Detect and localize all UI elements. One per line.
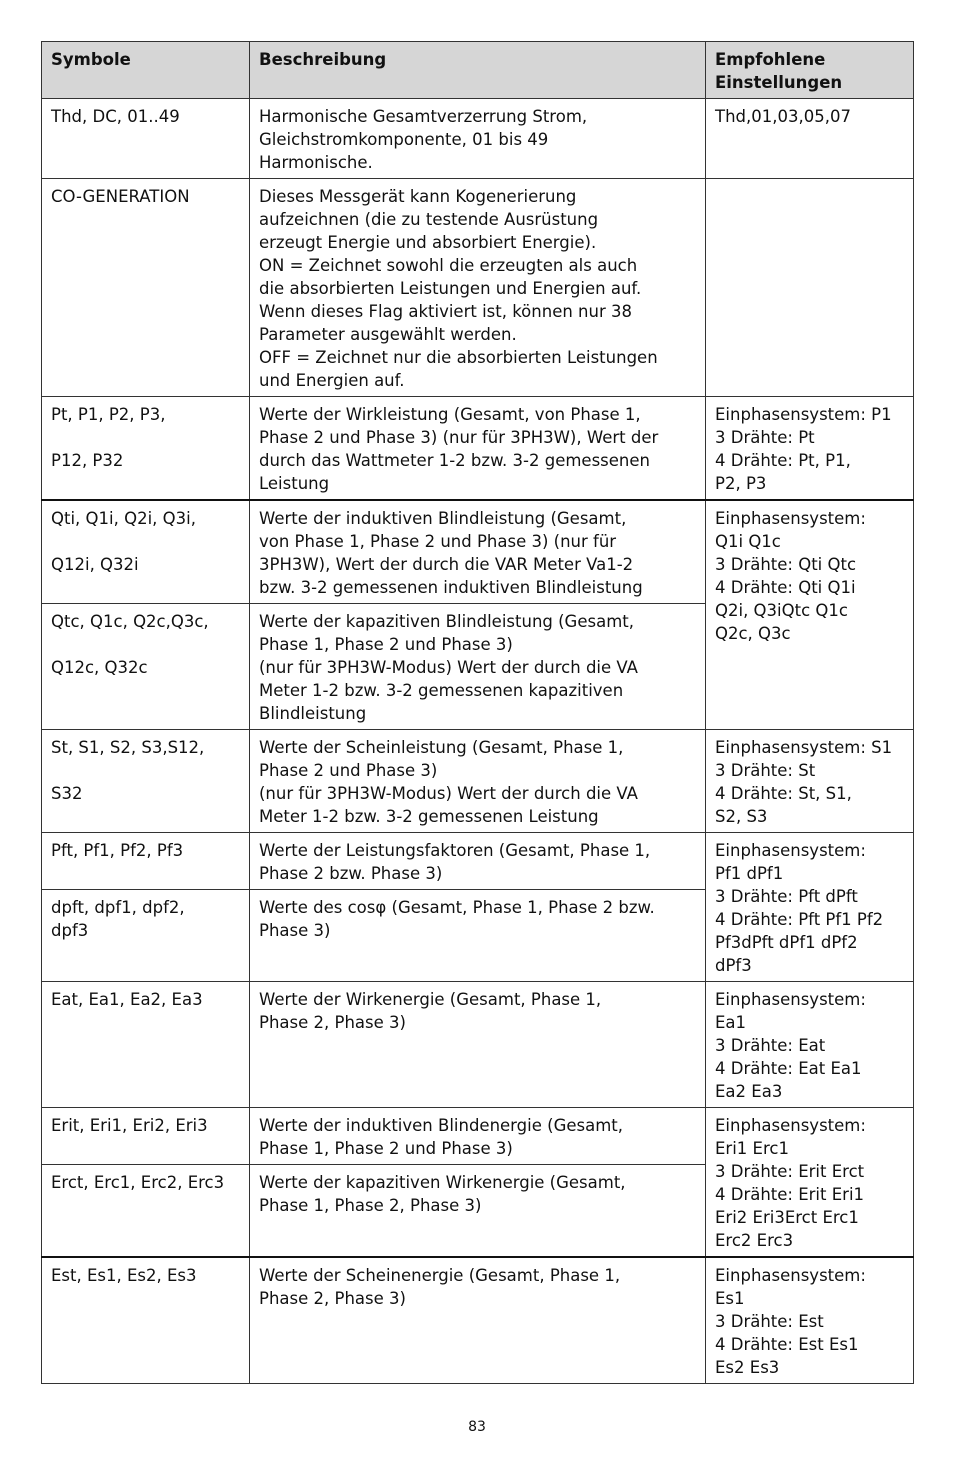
symbol-cell: Pt, P1, P2, P3, P12, P32: [42, 397, 250, 501]
table-row: [42, 99, 914, 179]
table-row: [42, 500, 914, 604]
symbol-cell: Eat, Ea1, Ea2, Ea3: [42, 982, 250, 1108]
parameter-table: [41, 41, 914, 1384]
table-row: [42, 1257, 914, 1384]
settings-cell: Thd,01,03,05,07: [706, 99, 914, 179]
table-row: [42, 397, 914, 501]
settings-cell: Einphasensystem: S1 3 Drähte: St 4 Drähte: St, S1, S2, S3: [706, 730, 914, 833]
page-number: 83: [468, 1419, 486, 1435]
description-cell: Werte der induktiven Blindleistung (Gesamt, von Phase 1, Phase 2 und Phase 3) (nur für 3PH3W), Wert der durch die VAR Meter Va1-2 bzw. 3-2 gemessenen induktiven Blindleistung: [250, 500, 706, 604]
description-cell: Dieses Messgerät kann Kogenerierung aufzeichnen (die zu testende Ausrüstung erzeugt Energie und absorbiert Energie). ON = Zeichnet sowohl die erzeugten als auch die absorbierten Leistungen und Energien auf. Wenn dieses Flag aktiviert ist, können nur 38 Parameter ausgewählt werden. OFF = Zeichnet nur die absorbierten Leistungen und Energien auf.: [250, 179, 706, 397]
table-header-row: [42, 42, 914, 99]
symbol-cell: Thd, DC, 01..49: [42, 99, 250, 179]
settings-cell: [706, 179, 914, 397]
table-row: [42, 179, 914, 397]
description-cell: Werte der Leistungsfaktoren (Gesamt, Phase 1, Phase 2 bzw. Phase 3): [250, 833, 706, 890]
symbol-cell: Qtc, Q1c, Q2c,Q3c, Q12c, Q32c: [42, 604, 250, 730]
description-cell: Werte der Scheinleistung (Gesamt, Phase 1, Phase 2 und Phase 3) (nur für 3PH3W-Modus) Wert der durch die VA Meter 1-2 bzw. 3-2 gemessenen Leistung: [250, 730, 706, 833]
symbol-cell: Est, Es1, Es2, Es3: [42, 1257, 250, 1384]
description-cell: Werte des cosφ (Gesamt, Phase 1, Phase 2 bzw. Phase 3): [250, 890, 706, 982]
header-symbole: Symbole: [42, 42, 250, 99]
description-cell: Werte der Wirkleistung (Gesamt, von Phase 1, Phase 2 und Phase 3) (nur für 3PH3W), Wert der durch das Wattmeter 1-2 bzw. 3-2 gemessenen Leistung: [250, 397, 706, 501]
description-cell: Werte der Wirkenergie (Gesamt, Phase 1, Phase 2, Phase 3): [250, 982, 706, 1108]
description-cell: Werte der kapazitiven Wirkenergie (Gesamt, Phase 1, Phase 2, Phase 3): [250, 1165, 706, 1257]
table-row: [42, 730, 914, 833]
symbol-cell: Erit, Eri1, Eri2, Eri3: [42, 1108, 250, 1165]
settings-cell: Einphasensystem: Q1i Q1c 3 Drähte: Qti Qtc 4 Drähte: Qti Q1i Q2i, Q3iQtc Q1c Q2c, Q3c: [706, 500, 914, 730]
symbol-cell: CO-GENERATION: [42, 179, 250, 397]
symbol-cell: Qti, Q1i, Q2i, Q3i, Q12i, Q32i: [42, 500, 250, 604]
table-row: [42, 1108, 914, 1165]
description-cell: Werte der Scheinenergie (Gesamt, Phase 1, Phase 2, Phase 3): [250, 1257, 706, 1384]
symbol-cell: dpft, dpf1, dpf2, dpf3: [42, 890, 250, 982]
header-beschreibung: Beschreibung: [250, 42, 706, 99]
description-cell: Werte der induktiven Blindenergie (Gesamt, Phase 1, Phase 2 und Phase 3): [250, 1108, 706, 1165]
description-cell: Werte der kapazitiven Blindleistung (Gesamt, Phase 1, Phase 2 und Phase 3) (nur für 3PH3W-Modus) Wert der durch die VA Meter 1-2 bzw. 3-2 gemessenen kapazitiven Blindleistung: [250, 604, 706, 730]
settings-cell: Einphasensystem: Es1 3 Drähte: Est 4 Drähte: Est Es1 Es2 Es3: [706, 1257, 914, 1384]
table-row: [42, 833, 914, 890]
settings-cell: Einphasensystem: Pf1 dPf1 3 Drähte: Pft dPft 4 Drähte: Pft Pf1 Pf2 Pf3dPft dPf1 dPf2 dPf3: [706, 833, 914, 982]
symbol-cell: Pft, Pf1, Pf2, Pf3: [42, 833, 250, 890]
symbol-cell: St, S1, S2, S3,S12, S32: [42, 730, 250, 833]
table-row: [42, 982, 914, 1108]
description-cell: Harmonische Gesamtverzerrung Strom, Gleichstromkomponente, 01 bis 49 Harmonische.: [250, 99, 706, 179]
symbol-cell: Erct, Erc1, Erc2, Erc3: [42, 1165, 250, 1257]
header-empfohlene-einstellungen: Empfohlene Einstellungen: [706, 42, 914, 99]
settings-cell: Einphasensystem: P1 3 Drähte: Pt 4 Drähte: Pt, P1, P2, P3: [706, 397, 914, 501]
settings-cell: Einphasensystem: Ea1 3 Drähte: Eat 4 Drähte: Eat Ea1 Ea2 Ea3: [706, 982, 914, 1108]
settings-cell: Einphasensystem: Eri1 Erc1 3 Drähte: Erit Erct 4 Drähte: Erit Eri1 Eri2 Eri3Erct Erc1 Erc2 Erc3: [706, 1108, 914, 1258]
